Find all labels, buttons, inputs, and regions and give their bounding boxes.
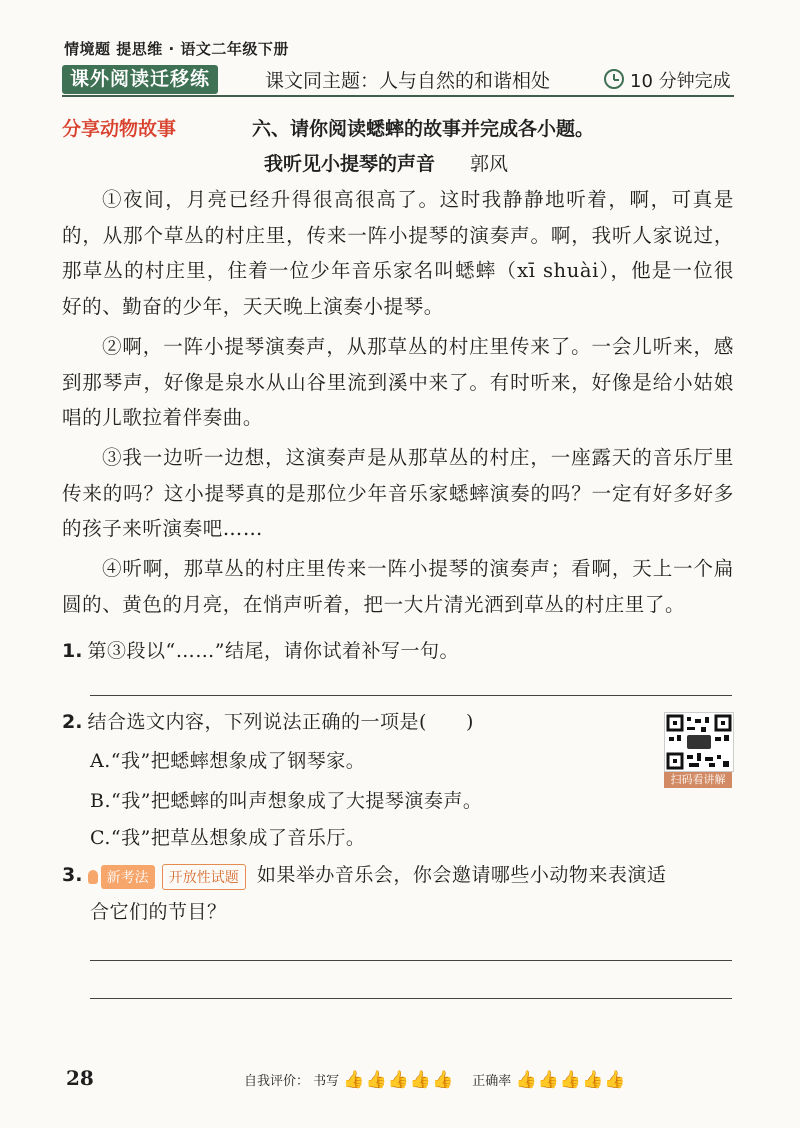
time-limit: 10 分钟完成 (630, 71, 731, 92)
lesson-theme: 课文同主题：人与自然的和谐相处 (265, 70, 551, 92)
question-3-text-line-2: 合它们的节目？ (90, 901, 227, 923)
self-evaluation (244, 1070, 626, 1090)
story-title: 我听见小提琴的声音 (264, 153, 436, 175)
story-paragraph-2: ②啊，一阵小提琴演奏声，从那草丛的村庄里传来了。一会儿听来，感到那琴声，好像是泉水从山谷里流到溪中来了。有时听来，好像是给小姑娘唱的儿歌拉着伴奏曲。 (62, 335, 734, 429)
self-eval-label: 自我评价： (244, 1074, 310, 1089)
accuracy-label: 正确率 (472, 1074, 512, 1089)
section-tag: 分享动物故事 (62, 118, 177, 140)
answer-line-q1[interactable] (90, 695, 732, 696)
question-1-number: 1. (62, 640, 83, 662)
story-paragraph-1: ①夜间，月亮已经升得很高很高了。这时我静静地听着，啊，可真是的，从那个草丛的村庄里，传来一阵小提琴的演奏声。啊，我听人家说过，那草丛的村庄里，住着一位少年音乐家名叫蟋蟀（xī shuài），他是一位很好的、勤奋的少年，天天晚上演奏小提琴。 (62, 188, 734, 318)
lightbulb-icon (88, 870, 98, 884)
question-2-option-b[interactable]: B.“我”把蟋蟀的叫声想象成了大提琴演奏声。 (90, 790, 483, 812)
answer-line-q3-2[interactable] (90, 998, 732, 999)
clock-icon (604, 69, 624, 89)
qr-caption: 扫码看讲解 (664, 772, 732, 788)
book-series-title: 情境题 提思维 · 语文二年级下册 (64, 40, 289, 58)
question-3 (62, 860, 666, 890)
question-2-option-a[interactable]: A.“我”把蟋蟀想象成了钢琴家。 (90, 750, 366, 772)
new-method-tag: 新考法 (101, 865, 155, 889)
question-3-number: 3. (62, 864, 83, 886)
question-1 (62, 636, 459, 663)
story-paragraph-4: ④听啊，那草丛的村庄里传来一阵小提琴的演奏声；看啊，天上一个扁圆的、黄色的月亮，在悄声听着，把一大片清光洒到草丛的村庄里了。 (62, 557, 734, 616)
section-badge: 课外阅读迁移练 (62, 65, 218, 94)
question-2 (62, 707, 474, 734)
header-divider (62, 95, 734, 97)
page-number: 28 (66, 1066, 94, 1090)
question-2-option-c[interactable]: C.“我”把草丛想象成了音乐厅。 (90, 827, 366, 849)
qr-code-icon[interactable] (664, 712, 734, 772)
open-question-tag: 开放性试题 (162, 864, 246, 890)
question-3-text-line-1: 如果举办音乐会，你会邀请哪些小动物来表演适 (256, 864, 667, 886)
accuracy-thumbs-icon[interactable]: 👍👍👍👍👍 (515, 1070, 627, 1090)
story-paragraph-3: ③我一边听一边想，这演奏声是从那草丛的村庄，一座露天的音乐厅里传来的吗？这小提琴真的是那位少年音乐家蟋蟀演奏的吗？一定有好多好多的孩子来听演奏吧…… (62, 446, 734, 540)
answer-line-q3-1[interactable] (90, 960, 732, 961)
section-title: 六、请你阅读蟋蟀的故事并完成各小题。 (252, 118, 595, 140)
writing-thumbs-icon[interactable]: 👍👍👍👍👍 (343, 1070, 455, 1090)
question-2-text: 结合选文内容，下列说法正确的一项是( ) (87, 711, 474, 733)
question-1-text: 第③段以“……”结尾，请你试着补写一句。 (87, 640, 459, 662)
question-2-number: 2. (62, 711, 83, 733)
writing-label: 书写 (313, 1074, 340, 1089)
story-author: 郭风 (470, 153, 509, 175)
